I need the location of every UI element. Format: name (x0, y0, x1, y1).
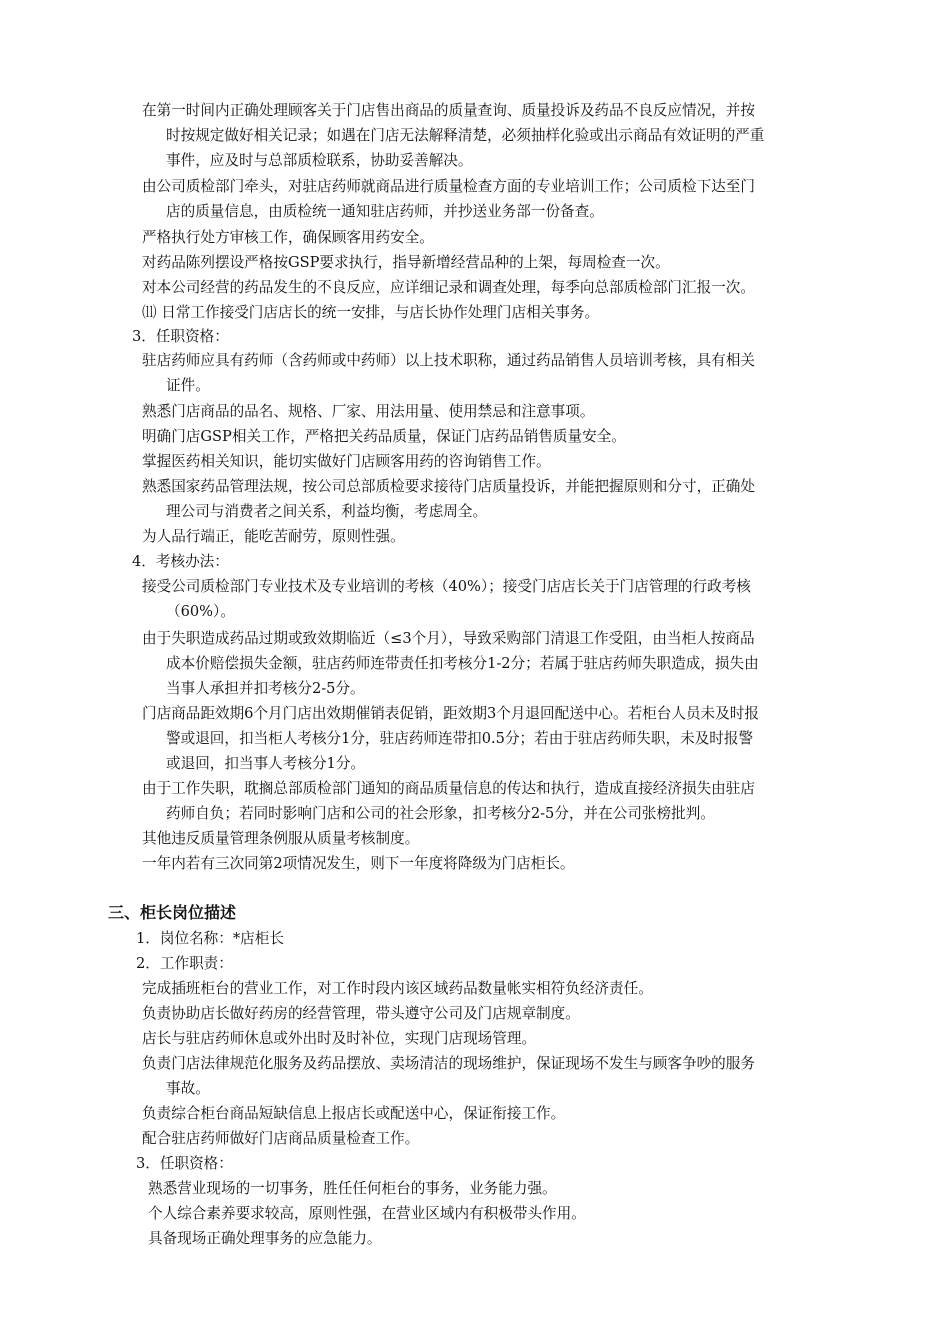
assessment-item: 由于工作失职，耽搁总部质检部门通知的商品质量信息的传达和执行，造成直接经济损失由驻店 (142, 780, 755, 797)
duty-item: 负责门店法律规范化服务及药品摆放、卖场清洁的现场维护，保证现场不发生与顾客争吵的服务 (142, 1055, 755, 1072)
duty-item: 店长与驻店药师休息或外出时及时补位，实现门店现场管理。 (142, 1030, 537, 1047)
qualification-item: 掌握医药相关知识，能切实做好门店顾客用药的咨询销售工作。 (142, 453, 551, 470)
qualification-item-continuation: 证件。 (166, 377, 210, 394)
assessment-item-continuation: （60%）。 (166, 603, 235, 620)
assessment-item-continuation: 成本价赔偿损失金额，驻店药师连带责任扣考核分1-2分；若属于驻店药师失职造成，损失由 (166, 655, 759, 672)
assessment-item-continuation: 或退回，扣当事人考核分1分。 (166, 755, 366, 772)
duty-item: 配合驻店药师做好门店商品质量检查工作。 (142, 1130, 420, 1147)
qualification-item: 具备现场正确处理事务的应急能力。 (148, 1230, 382, 1247)
duty-item: 对药品陈列摆设严格按GSP要求执行，指导新增经营品种的上架，每周检查一次。 (142, 254, 670, 271)
duty-item-continuation: 事故。 (166, 1080, 210, 1097)
qualification-item: 个人综合素养要求较高，原则性强，在营业区域内有积极带头作用。 (148, 1205, 586, 1222)
qualification-item: 明确门店GSP相关工作，严格把关药品质量，保证门店药品销售质量安全。 (142, 428, 626, 445)
duty-item: 在第一时间内正确处理顾客关于门店售出商品的质量查询、质量投诉及药品不良反应情况，并按 (142, 102, 755, 119)
duty-item: 完成插班柜台的营业工作，对工作时段内该区域药品数量帐实相符负经济责任。 (142, 980, 653, 997)
duty-item: 负责协助店长做好药房的经营管理，带头遵守公司及门店规章制度。 (142, 1005, 580, 1022)
assessment-item: 一年内若有三次同第2项情况发生，则下一年度将降级为门店柜长。 (142, 855, 575, 872)
section-heading: 三、柜长岗位描述 (108, 903, 237, 922)
duty-item-continuation: 店的质量信息，由质检统一通知驻店药师，并抄送业务部一份备查。 (166, 203, 604, 220)
qualification-title: 3．任职资格： (132, 328, 229, 345)
duty-item-continuation: 时按规定做好相关记录；如遇在门店无法解释清楚，必须抽样化验或出示商品有效证明的严重 (166, 127, 765, 144)
qualification-item: 熟悉门店商品的品名、规格、厂家、用法用量、使用禁忌和注意事项。 (142, 403, 595, 420)
assessment-title: 4．考核办法： (132, 553, 229, 570)
duty-item: ⑾ 日常工作接受门店店长的统一安排，与店长协作处理门店相关事务。 (142, 304, 600, 321)
assessment-item: 由于失职造成药品过期或致效期临近（≤3个月），导致采购部门清退工作受阻，由当柜人按商品 (142, 630, 755, 647)
duty-item: 严格执行处方审核工作，确保顾客用药安全。 (142, 229, 434, 246)
qualification-title: 3．任职资格： (136, 1155, 233, 1172)
qualification-item: 驻店药师应具有药师（含药师或中药师）以上技术职称，通过药品销售人员培训考核，具有相关 (142, 352, 755, 369)
position-name: 1．岗位名称：*店柜长 (136, 930, 284, 947)
qualification-item: 为人品行端正，能吃苦耐劳，原则性强。 (142, 528, 405, 545)
duty-item: 负责综合柜台商品短缺信息上报店长或配送中心，保证衔接工作。 (142, 1105, 566, 1122)
assessment-item-continuation: 药师自负；若同时影响门店和公司的社会形象，扣考核分2-5分，并在公司张榜批判。 (166, 805, 715, 822)
assessment-item: 其他违反质量管理条例服从质量考核制度。 (142, 830, 420, 847)
duty-item: 由公司质检部门牵头，对驻店药师就商品进行质量检查方面的专业培训工作；公司质检下达至门 (142, 178, 755, 195)
assessment-item: 门店商品距效期6个月门店出效期催销表促销，距效期3个月退回配送中心。若柜台人员未及时报 (142, 705, 759, 722)
duty-item: 对本公司经营的药品发生的不良反应，应详细记录和调查处理，每季向总部质检部门汇报一次。 (142, 279, 755, 296)
duties-title: 2．工作职责： (136, 955, 233, 972)
assessment-item-continuation: 警或退回，扣当柜人考核分1分，驻店药师连带扣0.5分；若由于驻店药师失职，未及时报警 (166, 730, 754, 747)
assessment-item: 接受公司质检部门专业技术及专业培训的考核（40%）；接受门店店长关于门店管理的行政考核 (142, 578, 751, 595)
qualification-item-continuation: 理公司与消费者之间关系，利益均衡，考虑周全。 (166, 503, 488, 520)
qualification-item: 熟悉国家药品管理法规，按公司总部质检要求接待门店质量投诉，并能把握原则和分寸，正确处 (142, 478, 755, 495)
duty-item-continuation: 事件，应及时与总部质检联系，协助妥善解决。 (166, 152, 473, 169)
assessment-item-continuation: 当事人承担并扣考核分2-5分。 (166, 680, 365, 697)
qualification-item: 熟悉营业现场的一切事务，胜任任何柜台的事务，业务能力强。 (148, 1180, 557, 1197)
